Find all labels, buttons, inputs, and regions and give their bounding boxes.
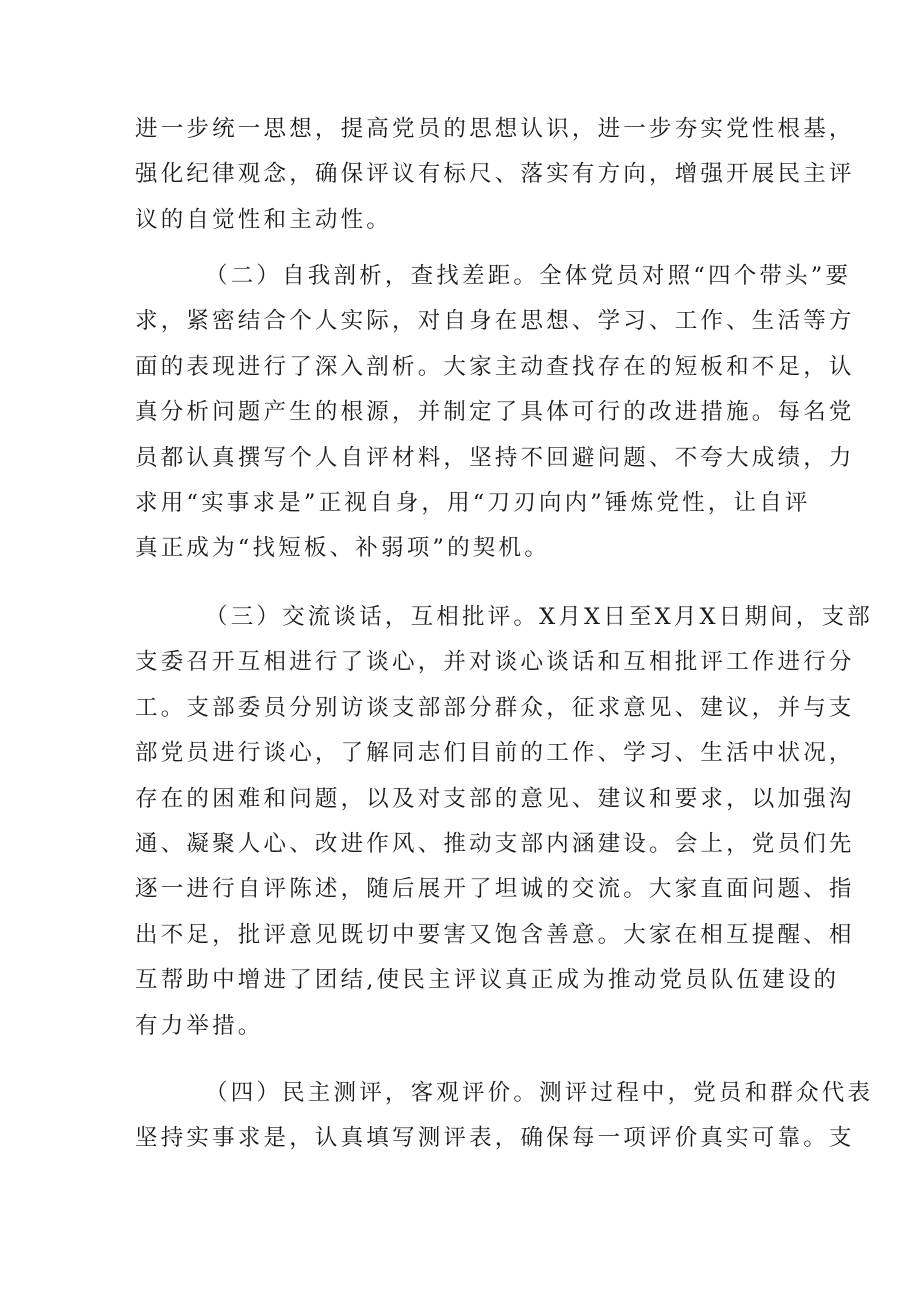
text-line: 员都认真撰写个人自评材料，坚持不回避问题、不夸大成绩，力 — [135, 444, 855, 471]
text-line: 通、凝聚人心、改进作风、推动支部内涵建设。会上，党员们先 — [135, 831, 855, 858]
text-line: 工。支部委员分别访谈支部部分群众，征求意见、建议，并与支 — [135, 694, 855, 721]
text-line: 逐一进行自评陈述，随后展开了坦诚的交流。大家直面问题、指 — [135, 876, 855, 903]
text-line: 部党员进行谈心，了解同志们目前的工作、学习、生活中状况， — [135, 740, 855, 767]
text-line: 求，紧密结合个人实际，对自身在思想、学习、工作、生活等方 — [135, 308, 855, 335]
paragraph-3 — [135, 595, 873, 1049]
text-line: 真分析问题产生的根源，并制定了具体可行的改进措施。每名党 — [135, 399, 855, 426]
text-line: 互帮助中增进了团结,使民主评议真正成为推动党员队伍建设的 — [135, 967, 840, 994]
text-line: 坚持实事求是，认真填写测评表，确保每一项评价真实可靠。支 — [135, 1125, 855, 1152]
paragraph-4 — [135, 1071, 874, 1162]
text-line: 进一步统一思想，提高党员的思想认识，进一步夯实党性根基， — [135, 116, 855, 142]
text-line: 存在的困难和问题，以及对支部的意见、建议和要求，以加强沟 — [135, 785, 855, 812]
text-line: 议的自觉性和主动性。 — [135, 206, 393, 233]
text-line: 强化纪律观念，确保评议有标尺、落实有方向，增强开展民主评 — [135, 161, 855, 188]
paragraph-2 — [135, 254, 855, 572]
text-line: 求用“实事求是”正视自身，用“刀刃向内”锤炼党性，让自评 — [135, 490, 811, 517]
text-line: （四）民主测评，客观评价。测评过程中，党员和群众代表 — [205, 1080, 874, 1106]
text-line: （二）自我剖析，查找差距。全体党员对照“四个带头”要 — [205, 263, 852, 289]
paragraph-1 — [135, 107, 855, 243]
text-line: 支委召开互相进行了谈心，并对谈心谈话和互相批评工作进行分 — [135, 649, 855, 676]
text-line: 出不足，批评意见既切中要害又饱含善意。大家在相互提醒、相 — [135, 921, 855, 948]
text-line: 有力举措。 — [135, 1012, 264, 1039]
text-line: （三）交流谈话，互相批评。X月X日至X月X日期间，支部 — [205, 604, 873, 630]
text-line: 真正成为“找短板、补弱项”的契机。 — [135, 535, 550, 562]
text-line: 面的表现进行了深入剖析。大家主动查找存在的短板和不足，认 — [135, 353, 855, 380]
